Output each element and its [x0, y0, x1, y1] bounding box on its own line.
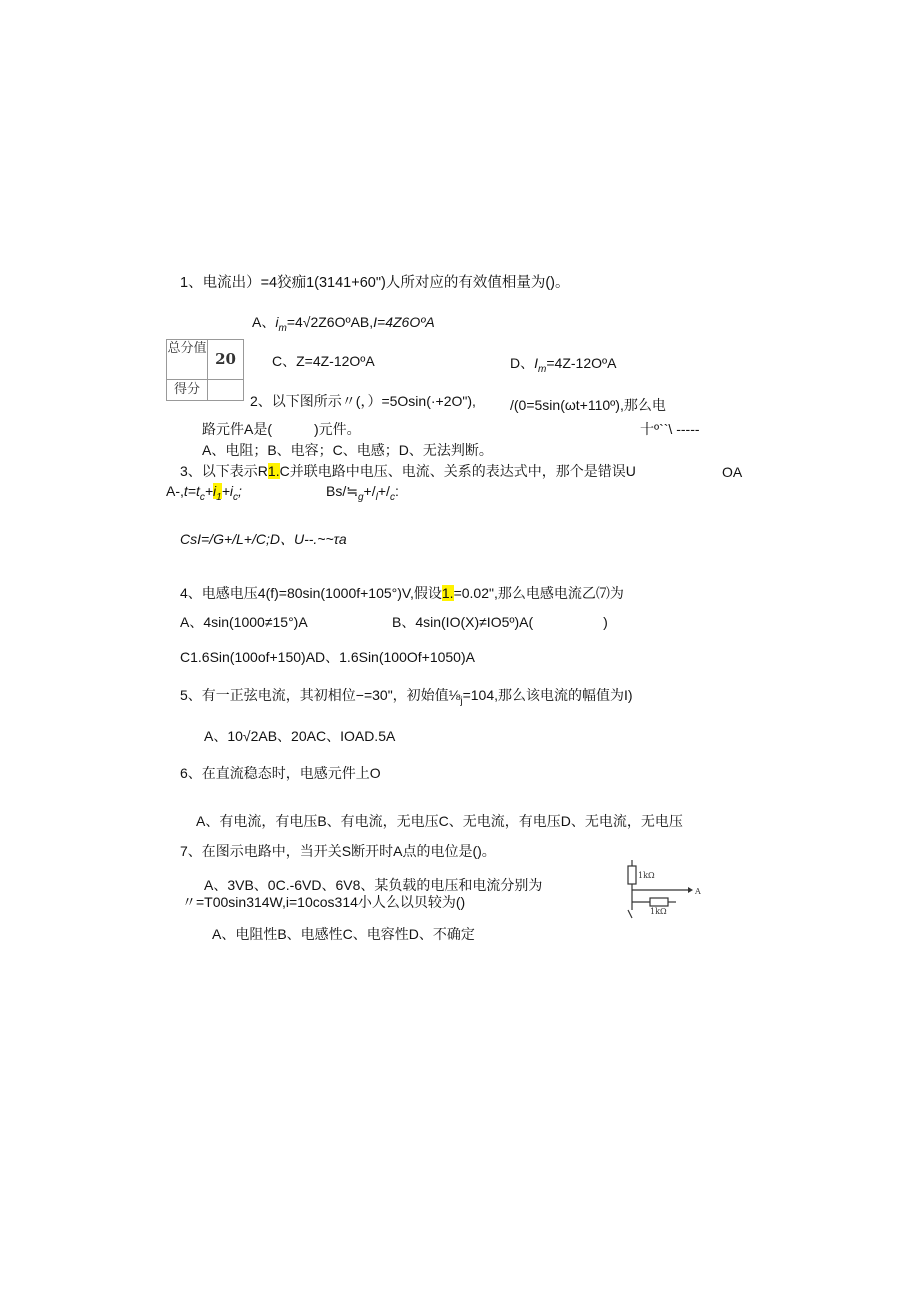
- q5-options: A、10√2AB、20AC、IOAD.5A: [204, 728, 396, 744]
- q2-line2-right: 十º``\ -----: [640, 421, 700, 437]
- node-a-label: A: [695, 887, 701, 896]
- score-total-value: 20: [208, 340, 243, 380]
- q5-stem-a: 5、有一正弦电流，其初相位−=30"，初始值⅛: [180, 687, 461, 703]
- q3-stem-right: OA: [722, 464, 743, 480]
- arrow-icon: [688, 887, 693, 893]
- q3-option-a-hl-sub: 1: [216, 491, 222, 503]
- q7-line3: 〃=T00sin314W,i=10cos314小人么以贝较为(): [182, 894, 466, 910]
- q3-option-a-plus: +: [204, 483, 214, 499]
- q3-option-a-b: t=t: [183, 483, 200, 499]
- q1-option-a-rest: =4√2Z6OºAB,: [286, 314, 374, 330]
- q5-stem: [180, 686, 633, 711]
- q3-stem-b: C并联电路中电压、电流、关系的表达式中，那个是错误U: [279, 463, 636, 479]
- q3-option-b-a: Bs/≒: [326, 483, 358, 499]
- q3-option-a-hl-symbol: i: [213, 483, 217, 499]
- q1-option-d-rest: =4Z-12OºA: [546, 355, 617, 371]
- q4-stem-highlight: 1.: [441, 585, 454, 601]
- q3-option-a-end: ;: [238, 483, 242, 499]
- q3-option-a-sub2: c: [233, 491, 239, 503]
- q3-option-b-sub1: g: [357, 491, 364, 503]
- q2-stem: 2、以下图所示〃(，）=5Osin(·+2O"),: [250, 393, 476, 409]
- q1-stem: 1、电流出）=4狡痂1(3141+60")人所对应的有效值相量为()。: [180, 275, 570, 291]
- q4-stem-b: =0.02",那么电感电流乙⑺为: [453, 585, 624, 601]
- resistor-1-label: 1kΩ: [638, 871, 655, 880]
- q3-stem: [180, 462, 636, 480]
- q3-option-a-sub1: c: [199, 491, 205, 503]
- circuit-diagram: [622, 858, 712, 922]
- q3-option-b-sub2: l: [375, 491, 378, 503]
- score-table: [166, 339, 244, 401]
- q1-option-a-ital: I=4Z6OºA: [373, 314, 435, 330]
- score-total-label: 总分值: [167, 340, 208, 380]
- q3-option-b: [326, 482, 399, 507]
- q7-line2: A、3VB、0C.-6VD、6V8、某负载的电压和电流分别为: [204, 877, 543, 893]
- q3-option-a-label: A-,: [166, 483, 184, 499]
- q4-stem-a: 4、电感电压4(f)=80sin(1000f+105°)V,假设: [180, 585, 442, 601]
- q3-option-b-sub3: c: [389, 491, 395, 503]
- q1-option-c: C、Z=4Z-12OºA: [272, 353, 375, 369]
- q3-option-a-e: +i: [221, 483, 234, 499]
- q3-option-cd: CsI=/G+/L+/C;D、U--.~~τa: [180, 531, 347, 547]
- resistor-1-icon: [628, 866, 636, 884]
- q7-line4: A、电阻性B、电感性C、电容性D、不确定: [212, 926, 475, 942]
- q4-stem: [180, 584, 624, 602]
- score-got-label: 得分: [167, 380, 208, 400]
- q4-option-a: A、4sin(1000≠15°)A: [180, 614, 308, 630]
- switch-icon: [628, 910, 632, 918]
- q3-option-b-b: +/: [363, 483, 376, 499]
- q1-option-d-prefix: D、: [510, 355, 535, 371]
- q3-option-a: [166, 482, 242, 507]
- q1-option-a-sub: m: [278, 322, 287, 334]
- q2-line2: 路元件A是( )元件。: [202, 421, 361, 437]
- q1-option-d: [510, 354, 616, 379]
- q3-stem-highlight: 1.: [267, 463, 280, 479]
- q5-stem-sub: j: [460, 695, 463, 707]
- q1-option-a-prefix: A、: [252, 314, 276, 330]
- q2-options: A、电阻；B、电容；C、电感；D、无法判断。: [202, 442, 493, 458]
- q1-option-d-symbol: I: [534, 355, 539, 371]
- resistor-2-label: 1kΩ: [650, 907, 667, 916]
- q3-option-b-c: +/: [377, 483, 390, 499]
- q6-options: A、有电流，有电压B、有电流，无电压C、无电流，有电压D、无电流，无电压: [196, 813, 683, 829]
- q6-stem: 6、在直流稳态时，电感元件上O: [180, 765, 381, 781]
- resistor-2-icon: [650, 898, 668, 906]
- q3-option-a-highlight: [213, 483, 222, 503]
- q3-stem-a: 3、以下表示R: [180, 463, 268, 479]
- q1-option-d-sub: m: [538, 363, 547, 375]
- q3-option-b-end: :: [394, 483, 399, 499]
- q4-option-cd: C1.6Sin(100of+150)AD、1.6Sin(100Of+1050)A: [180, 649, 475, 665]
- q4-option-b: B、4sin(IO(X)≠IO5º)A( ): [392, 614, 608, 630]
- q2-stem-right: /(0=5sin(ωt+110º),那么电: [510, 397, 666, 413]
- q7-stem: 7、在图示电路中，当开关S断开时A点的电位是()。: [180, 843, 496, 859]
- q1-option-a-symbol: i: [275, 314, 279, 330]
- q1-option-a: [252, 313, 435, 338]
- q5-stem-b: =104,那么该电流的幅值为I): [462, 687, 633, 703]
